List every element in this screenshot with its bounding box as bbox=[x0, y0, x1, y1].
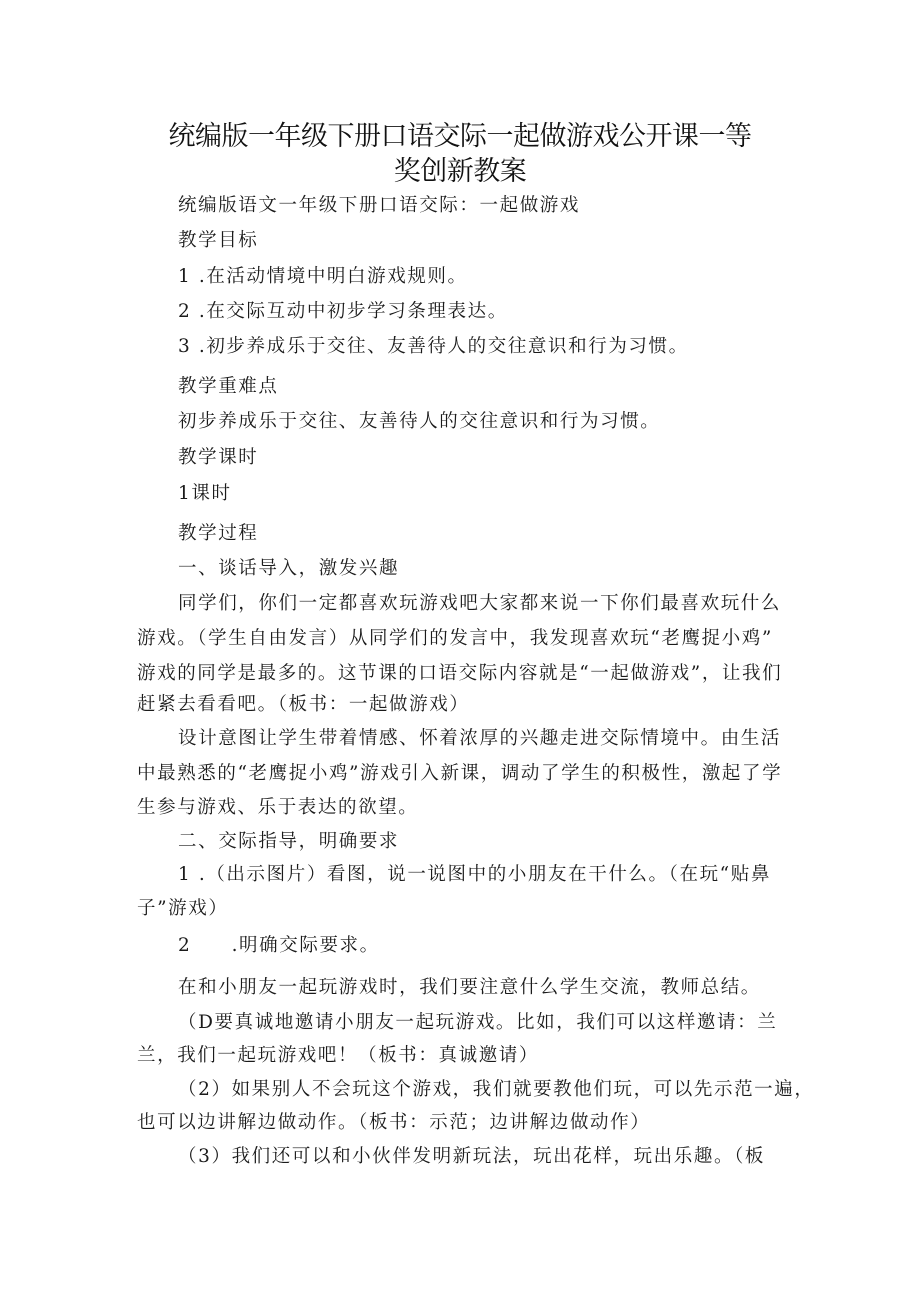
subtitle-line: 统编版语文一年级下册口语交际：一起做游戏 bbox=[178, 195, 581, 216]
paragraph-line: 游戏的同学是最多的。这节课的口语交际内容就是“一起做游戏”，让我们 bbox=[137, 663, 783, 684]
section-heading-hours: 教学课时 bbox=[178, 447, 259, 468]
paragraph-line: （2）如果别人不会玩这个游戏，我们就要教他们玩，可以先示范一遍， bbox=[178, 1079, 815, 1100]
section-heading-objectives: 教学目标 bbox=[178, 230, 259, 251]
paragraph-line: 赶紧去看看吧。（板书：一起做游戏） bbox=[137, 694, 470, 715]
paragraph-line: 中最熟悉的“老鹰捉小鸡”游戏引入新课，调动了学生的积极性，激起了学 bbox=[137, 763, 783, 784]
paragraph-line: 设计意图让学生带着情感、怀着浓厚的兴趣走进交际情境中。由生活 bbox=[178, 728, 782, 749]
step-heading-2: 二、交际指导，明确要求 bbox=[178, 831, 400, 852]
objective-item-2: 2 .在交际互动中初步学习条理表达。 bbox=[178, 301, 508, 322]
paragraph-line: 2 .明确交际要求。 bbox=[178, 935, 380, 956]
paragraph-line: 1 .（出示图片）看图，说一说图中的小朋友在干什么。（在玩“贴鼻 bbox=[178, 864, 771, 885]
document-title-line-1: 统编版一年级下册口语交际一起做游戏公开课一等 bbox=[168, 121, 752, 152]
objective-item-3: 3 .初步养成乐于交往、友善待人的交往意识和行为习惯。 bbox=[178, 336, 689, 357]
paragraph-line: 子”游戏） bbox=[137, 898, 229, 919]
step-heading-1: 一、谈话导入，激发兴趣 bbox=[178, 558, 400, 579]
document-title-line-2: 奖创新教案 bbox=[393, 156, 527, 187]
section-heading-key-points: 教学重难点 bbox=[178, 376, 279, 397]
paragraph-line: 生参与游戏、乐于表达的欲望。 bbox=[137, 797, 419, 818]
paragraph-line: 同学们，你们一定都喜欢玩游戏吧大家都来说一下你们最喜欢玩什么 bbox=[178, 593, 782, 614]
key-points-text: 初步养成乐于交往、友善待人的交往意识和行为习惯。 bbox=[178, 411, 661, 432]
hours-text: 1课时 bbox=[178, 483, 232, 504]
paragraph-line: 在和小朋友一起玩游戏时，我们要注意什么学生交流，教师总结。 bbox=[178, 977, 761, 998]
objective-item-1: 1 .在活动情境中明白游戏规则。 bbox=[178, 266, 468, 287]
paragraph-line: 兰，我们一起玩游戏吧！（板书：真诚邀请） bbox=[137, 1045, 540, 1066]
paragraph-line: 也可以边讲解边做动作。（板书：示范；边讲解边做动作） bbox=[137, 1112, 651, 1133]
paragraph-line: 游戏。（学生自由发言）从同学们的发言中，我发现喜欢玩“老鹰捉小鸡” bbox=[137, 628, 773, 649]
paragraph-line: （D要真诚地邀请小朋友一起玩游戏。比如，我们可以这样邀请：兰 bbox=[178, 1012, 778, 1033]
section-heading-process: 教学过程 bbox=[178, 523, 259, 544]
paragraph-line: （3）我们还可以和小伙伴发明新玩法，玩出花样，玩出乐趣。（板 bbox=[178, 1146, 766, 1167]
